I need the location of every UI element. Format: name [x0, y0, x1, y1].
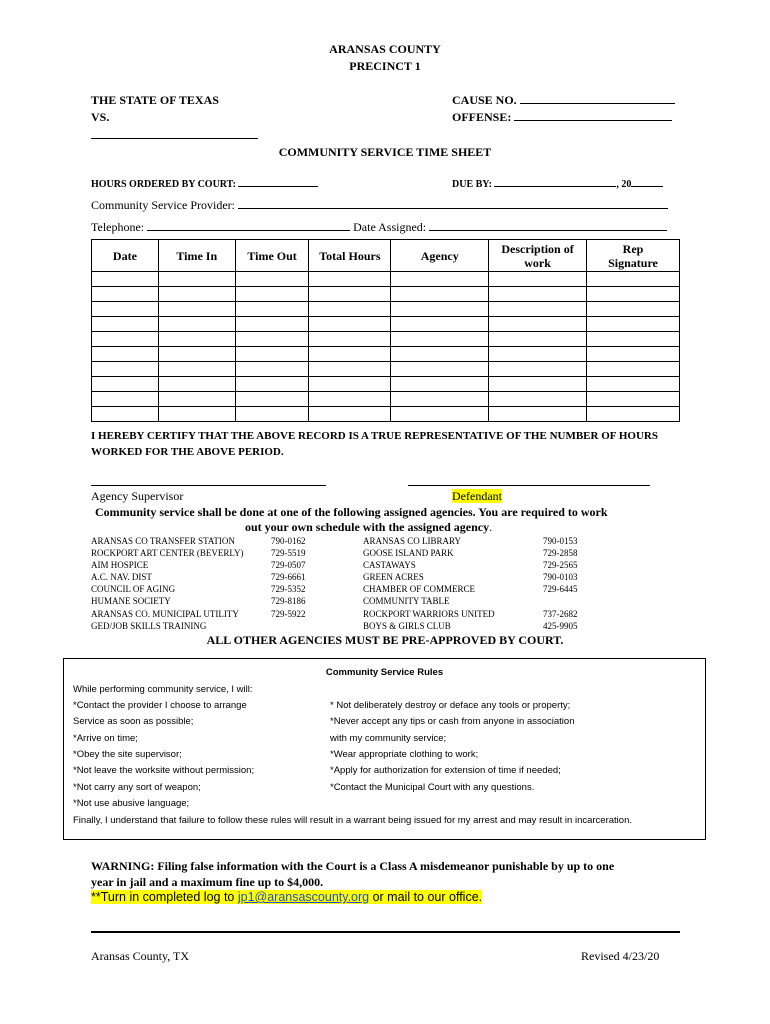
- agency-phone: 729-5352: [271, 584, 306, 595]
- column-header-total-hours: Total Hours: [309, 240, 391, 272]
- table-cell[interactable]: [235, 407, 309, 422]
- table-cell[interactable]: [235, 332, 309, 347]
- agency-phone: 729-5519: [271, 548, 306, 559]
- rule-item: *Obey the site supervisor;: [73, 748, 182, 760]
- agency-phone: 729-0507: [271, 560, 306, 571]
- table-cell[interactable]: [391, 392, 489, 407]
- table-row: [92, 392, 680, 407]
- table-row: [92, 377, 680, 392]
- table-cell[interactable]: [391, 272, 489, 287]
- table-cell[interactable]: [489, 272, 587, 287]
- table-cell[interactable]: [235, 377, 309, 392]
- table-cell[interactable]: [587, 362, 680, 377]
- cause-no-line[interactable]: [520, 93, 675, 104]
- rule-item: Service as soon as possible;: [73, 716, 194, 728]
- table-cell[interactable]: [489, 347, 587, 362]
- rule-item: *Not carry any sort of weapon;: [73, 781, 201, 793]
- table-cell[interactable]: [92, 272, 159, 287]
- table-cell[interactable]: [92, 287, 159, 302]
- due-year-line[interactable]: [631, 176, 663, 187]
- table-cell[interactable]: [587, 407, 680, 422]
- agency-phone: [271, 620, 306, 632]
- offense-field: [452, 110, 672, 125]
- agencies-intro-line2-wrap: [245, 520, 492, 535]
- table-cell[interactable]: [309, 407, 391, 422]
- turn-in-instruction: [91, 890, 482, 904]
- table-cell[interactable]: [309, 302, 391, 317]
- rule-item: *Never accept any tips or cash from anyone in association: [330, 716, 575, 728]
- table-cell[interactable]: [587, 302, 680, 317]
- table-cell[interactable]: [309, 332, 391, 347]
- table-cell[interactable]: [587, 347, 680, 362]
- time-log-header-row: [92, 240, 680, 272]
- table-cell[interactable]: [309, 272, 391, 287]
- agency-phone: 729-6661: [271, 572, 306, 583]
- agency-phone: 425-9905: [543, 620, 578, 631]
- table-cell[interactable]: [92, 392, 159, 407]
- rule-item: *Not use abusive language;: [73, 797, 190, 809]
- table-cell[interactable]: [92, 317, 159, 332]
- table-cell[interactable]: [158, 272, 235, 287]
- table-cell[interactable]: [309, 317, 391, 332]
- agency-phone: 790-0162: [271, 536, 306, 546]
- column-header-rep-signature: Rep Signature: [587, 240, 680, 272]
- table-cell[interactable]: [158, 347, 235, 362]
- table-cell[interactable]: [158, 377, 235, 392]
- column-header-agency: Agency: [391, 240, 489, 272]
- column-header-description: Description of work: [489, 240, 587, 272]
- rule-item: *Contact the provider I choose to arrange: [73, 700, 247, 711]
- table-cell[interactable]: [309, 362, 391, 377]
- table-cell[interactable]: [489, 302, 587, 317]
- date-assigned-line[interactable]: [429, 220, 667, 231]
- table-cell[interactable]: [92, 362, 159, 377]
- column-header-date: Date: [92, 240, 159, 272]
- agency-list-left-phones: [271, 535, 306, 632]
- footer-county: Aransas County, TX: [91, 949, 189, 963]
- agencies-intro-period: .: [489, 520, 493, 534]
- agency-phone: 729-8186: [271, 596, 306, 607]
- table-cell[interactable]: [587, 287, 680, 302]
- time-log-table: [91, 239, 680, 422]
- telephone-label: Telephone:: [91, 220, 145, 234]
- vs-label: VS.: [91, 110, 110, 124]
- pre-approved-notice: ALL OTHER AGENCIES MUST BE PRE-APPROVED BY COURT.: [206, 633, 564, 647]
- agency-name: BOYS & GIRLS CLUB: [363, 620, 451, 631]
- agency-name: GOOSE ISLAND PARK: [363, 548, 454, 559]
- telephone-line[interactable]: [147, 220, 350, 231]
- table-row: [92, 287, 680, 302]
- rule-item: * Not deliberately destroy or deface any tools or property;: [330, 700, 571, 711]
- column-header-time-in: Time In: [158, 240, 235, 272]
- table-cell[interactable]: [489, 392, 587, 407]
- table-cell[interactable]: [92, 347, 159, 362]
- table-row: [92, 332, 680, 347]
- rules-intro: While performing community service, I will:: [73, 684, 253, 695]
- date-assigned-label: Date Assigned:: [353, 220, 427, 234]
- table-cell[interactable]: [587, 272, 680, 287]
- hours-ordered-label: HOURS ORDERED BY COURT:: [91, 179, 236, 190]
- agency-name: ARANSAS CO. MUNICIPAL UTILITY: [91, 608, 239, 619]
- agency-name: COUNCIL OF AGING: [91, 584, 176, 595]
- offense-label: OFFENSE:: [452, 110, 512, 124]
- table-cell[interactable]: [92, 377, 159, 392]
- agency-phone: 737-2682: [543, 608, 578, 619]
- email-link[interactable]: jp1@aransascounty.org: [237, 890, 370, 904]
- table-row: [92, 362, 680, 377]
- table-cell[interactable]: [391, 332, 489, 347]
- provider-label: Community Service Provider:: [91, 198, 235, 212]
- table-cell[interactable]: [587, 332, 680, 347]
- agency-name: GREEN ACRES: [363, 572, 424, 583]
- agency-phone: 729-5922: [271, 608, 306, 619]
- table-cell[interactable]: [391, 347, 489, 362]
- rule-item: *Arrive on time;: [73, 732, 138, 744]
- agency-phone: 790-0103: [543, 572, 578, 583]
- table-cell[interactable]: [391, 302, 489, 317]
- table-cell[interactable]: [309, 287, 391, 302]
- due-by-line[interactable]: [494, 176, 616, 187]
- due-by-label: DUE BY:: [452, 179, 492, 190]
- table-cell[interactable]: [158, 392, 235, 407]
- table-cell[interactable]: [158, 332, 235, 347]
- table-cell[interactable]: [391, 377, 489, 392]
- agency-supervisor-label: Agency Supervisor: [91, 489, 184, 503]
- table-cell[interactable]: [235, 392, 309, 407]
- table-row: [92, 407, 680, 422]
- table-row: [92, 347, 680, 362]
- agencies-intro-line1: Community service shall be done at one of the following assigned agencies. You are required to work: [95, 505, 608, 519]
- cause-no-field: [452, 93, 675, 108]
- agency-name: GED/JOB SKILLS TRAINING: [91, 620, 207, 631]
- certify-statement: I HEREBY CERTIFY THAT THE ABOVE RECORD IS A TRUE REPRESENTATIVE OF THE NUMBER OF HOURS WORKED FOR THE ABOVE PERIOD.: [91, 430, 658, 458]
- rule-item: *Contact the Municipal Court with any questions.: [330, 781, 535, 793]
- agency-name: AIM HOSPICE: [91, 560, 149, 571]
- turn-in-prefix: **Turn in completed log to: [91, 890, 238, 904]
- county-title: ARANSAS COUNTY: [329, 42, 441, 56]
- table-cell[interactable]: [235, 362, 309, 377]
- table-cell[interactable]: [158, 302, 235, 317]
- table-cell[interactable]: [158, 362, 235, 377]
- agency-phone: 790-0153: [543, 536, 578, 546]
- agencies-intro-line2: out your own schedule with the assigned agency: [245, 520, 490, 534]
- offense-line[interactable]: [514, 110, 672, 121]
- warning-line2: year in jail and a maximum fine up to $4,000.: [91, 875, 324, 889]
- agency-phone: 729-2858: [543, 548, 578, 559]
- table-cell[interactable]: [489, 287, 587, 302]
- agency-name: COMMUNITY TABLE: [363, 596, 450, 607]
- agency-name: ARANSAS CO LIBRARY: [363, 536, 462, 546]
- warning-line1: WARNING: Filing false information with the Court is a Class A misdemeanor punishable by up to one: [91, 859, 615, 873]
- table-cell[interactable]: [158, 287, 235, 302]
- table-cell[interactable]: [235, 317, 309, 332]
- rules-finally: Finally, I understand that failure to follow these rules will result in a warrant being issued for my arrest and may result in incarceration.: [73, 815, 632, 826]
- table-cell[interactable]: [92, 302, 159, 317]
- table-cell[interactable]: [489, 332, 587, 347]
- agency-name: CHAMBER OF COMMERCE: [363, 584, 476, 595]
- agency-phone: 729-6445: [543, 584, 578, 595]
- table-cell[interactable]: [391, 317, 489, 332]
- table-cell[interactable]: [309, 347, 391, 362]
- sheet-title: COMMUNITY SERVICE TIME SHEET: [278, 145, 492, 159]
- table-cell[interactable]: [489, 377, 587, 392]
- agency-list-left-names: [91, 535, 243, 632]
- rule-item: *Not leave the worksite without permission;: [73, 765, 255, 777]
- hours-ordered-line[interactable]: [238, 176, 318, 187]
- due-by-field: [452, 176, 663, 190]
- column-header-time-out: Time Out: [235, 240, 309, 272]
- footer-divider: [91, 931, 680, 933]
- table-row: [92, 272, 680, 287]
- table-cell[interactable]: [391, 287, 489, 302]
- hours-ordered-field: [91, 176, 318, 190]
- agency-supervisor-signature-line[interactable]: [91, 485, 326, 486]
- provider-line[interactable]: [238, 198, 668, 209]
- table-cell[interactable]: [391, 362, 489, 377]
- defendant-name-line[interactable]: [91, 138, 258, 139]
- table-cell[interactable]: [587, 392, 680, 407]
- table-row: [92, 302, 680, 317]
- table-cell[interactable]: [158, 317, 235, 332]
- rules-box: [63, 658, 706, 840]
- agency-name: ROCKPORT WARRIORS UNITED: [363, 608, 495, 619]
- defendant-label: Defendant: [452, 489, 502, 503]
- agency-name: ARANSAS CO TRANSFER STATION: [91, 536, 235, 546]
- table-cell[interactable]: [309, 377, 391, 392]
- agency-name: CASTAWAYS: [363, 560, 416, 571]
- telephone-field: [91, 220, 667, 235]
- table-cell[interactable]: [587, 317, 680, 332]
- agency-name: ROCKPORT ART CENTER (BEVERLY): [91, 548, 244, 559]
- rule-item: *Wear appropriate clothing to work;: [330, 748, 479, 760]
- rule-item: *Apply for authorization for extension of time if needed;: [330, 765, 561, 777]
- provider-field: [91, 198, 668, 213]
- table-row: [92, 317, 680, 332]
- table-cell[interactable]: [235, 302, 309, 317]
- table-cell[interactable]: [391, 407, 489, 422]
- rule-item: with my community service;: [330, 732, 447, 744]
- rules-title: Community Service Rules: [325, 667, 444, 678]
- table-cell[interactable]: [235, 347, 309, 362]
- agency-name: A.C. NAV. DIST: [91, 572, 152, 583]
- table-cell[interactable]: [92, 407, 159, 422]
- table-cell[interactable]: [587, 377, 680, 392]
- agency-phone: [543, 595, 578, 607]
- defendant-signature-line[interactable]: [408, 485, 650, 486]
- table-cell[interactable]: [489, 317, 587, 332]
- year-prefix: , 20: [616, 179, 632, 190]
- table-cell[interactable]: [235, 272, 309, 287]
- table-cell[interactable]: [489, 362, 587, 377]
- cause-no-label: CAUSE NO.: [452, 93, 517, 107]
- state-label: THE STATE OF TEXAS: [91, 93, 219, 107]
- turn-in-suffix: or mail to our office.: [369, 890, 483, 904]
- precinct-title: PRECINCT 1: [349, 59, 421, 73]
- table-cell[interactable]: [158, 407, 235, 422]
- footer-revised: Revised 4/23/20: [581, 949, 660, 963]
- agency-phone: 729-2565: [543, 560, 578, 571]
- agency-name: HUMANE SOCIETY: [91, 596, 171, 607]
- table-cell[interactable]: [489, 407, 587, 422]
- table-cell[interactable]: [309, 392, 391, 407]
- table-cell[interactable]: [235, 287, 309, 302]
- agency-list-right-names: [363, 535, 495, 632]
- table-cell[interactable]: [92, 332, 159, 347]
- agency-list-right-phones: [543, 535, 578, 632]
